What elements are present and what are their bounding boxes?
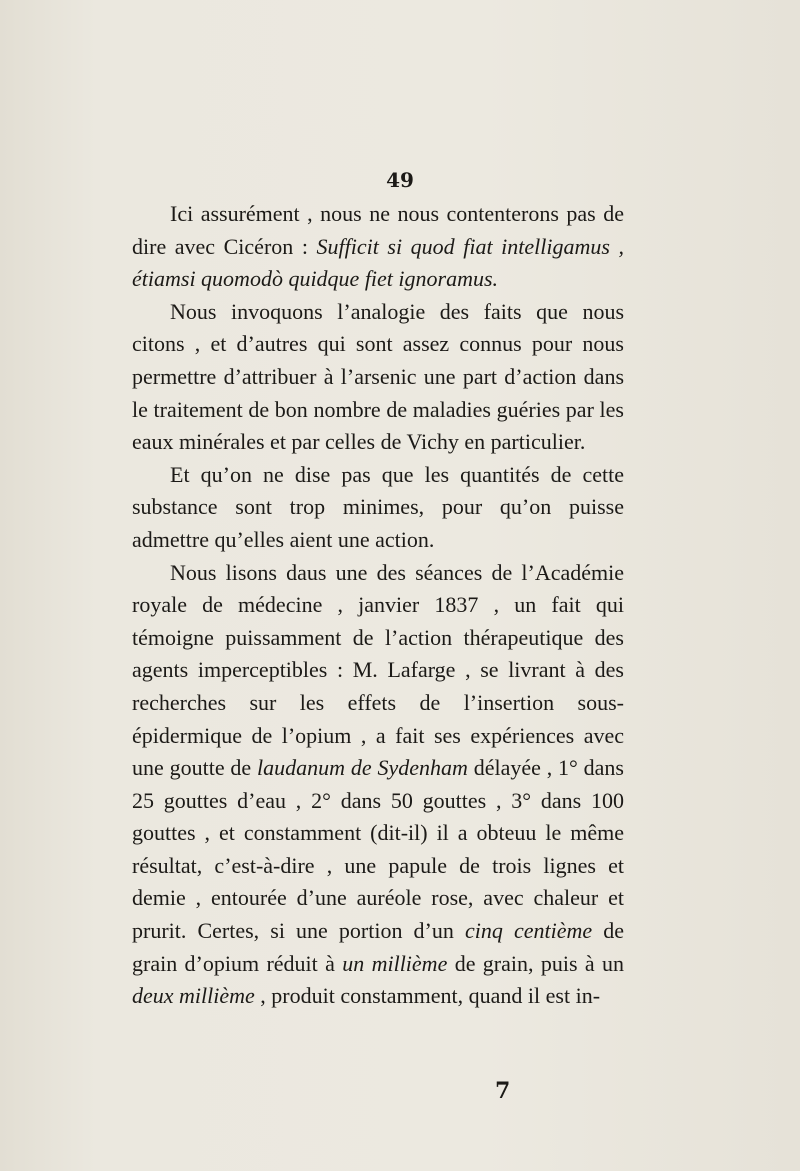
signature-mark: 7 bbox=[495, 1078, 511, 1104]
italic-text: cinq centième bbox=[464, 918, 593, 944]
italic-text: Sufficit si quod fiat intelligamus , étiamsi quomodò quidque fiet ignoramus. bbox=[132, 233, 624, 292]
text-run: Ici assurément , nous ne nous contenterons pas de dire avec Cicéron : bbox=[132, 201, 624, 259]
page-number: 49 bbox=[386, 168, 414, 192]
text-run: Et qu’on ne dise pas que les quantités de cette substance sont trop minimes, pour qu’on puisse admettre qu’elles aient une action. bbox=[132, 461, 624, 552]
text-run: de grain, puis à un bbox=[447, 950, 624, 976]
paragraph-1 bbox=[132, 198, 624, 296]
paragraph-2 bbox=[132, 296, 624, 459]
text-run: Nous invoquons l’analogie des faits que nous citons , et d’autres qui sont assez connus pour nous permettre d’attribuer à l’arsenic une part d’action dans le traitement de bon nombre de maladies guéries par les eaux minérales et par celles de Vichy en particulier. bbox=[132, 298, 624, 455]
italic-text: laudanum de Sydenham bbox=[257, 755, 468, 781]
italic-text: deux millième bbox=[132, 983, 255, 1009]
text-run: Nous lisons daus une des séances de l’Académie royale de médecine , janvier 1837 , un fait qui témoigne puissamment de l’action thérapeutique des agents imperceptibles : M. Lafarge , se livrant à des recherches sur les effets de l’insertion sous-épidermique de l’opium , a fait ses expériences avec une goutte de bbox=[132, 559, 624, 781]
paragraph-4 bbox=[132, 557, 624, 1013]
text-run: , produit constamment, quand il est in- bbox=[254, 983, 601, 1009]
italic-text: un millième bbox=[342, 950, 448, 976]
body-text bbox=[132, 198, 624, 1013]
text-run: de grain d’opium réduit à bbox=[132, 918, 625, 976]
paragraph-3 bbox=[132, 459, 624, 557]
text-run: délayée , 1° dans 25 gouttes d’eau , 2° dans 50 gouttes , 3° dans 100 gouttes , et constamment (dit-il) il a obteuu le même résultat, c’est-à-dire , une papule de trois lignes et demie , entourée d’une auréole rose, avec chaleur et prurit. Certes, si une portion d’un bbox=[132, 755, 624, 944]
